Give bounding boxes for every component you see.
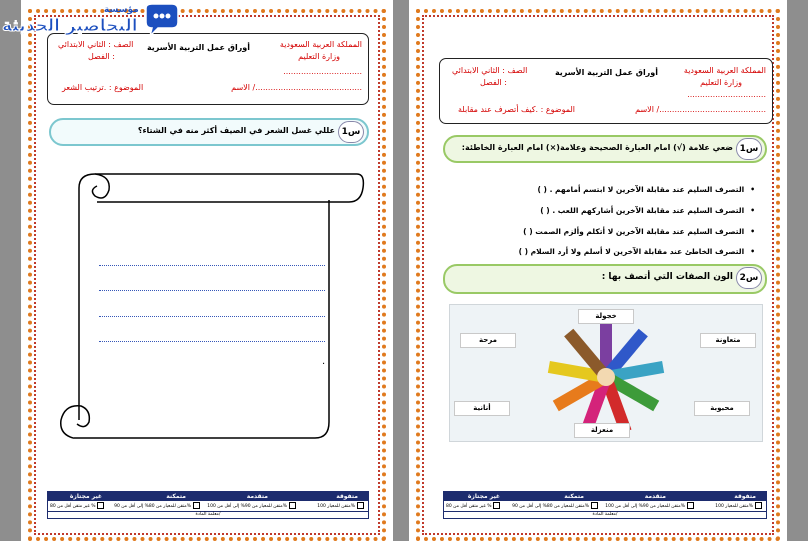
student-name-field[interactable]: الاسم /.......................................... <box>231 83 362 92</box>
question-text: الون الصفات التي أتصف بها : <box>601 272 733 282</box>
right-worksheet-page <box>409 0 787 541</box>
grading-footer <box>47 491 369 519</box>
criterion-not-passed <box>50 502 104 509</box>
answer-line-4[interactable] <box>99 341 325 342</box>
left-worksheet-page <box>21 0 393 541</box>
criterion-text: متقن للمعيار من 80% إلى أقل من 90% <box>512 504 589 509</box>
dot-mark: . <box>322 356 326 367</box>
traits-coloring-image <box>449 304 763 442</box>
trait-lovable[interactable]: محبوبة <box>694 401 750 416</box>
level-proficient: متمكنة <box>564 493 584 500</box>
checkbox[interactable] <box>289 502 296 509</box>
question-1-pill <box>443 135 767 163</box>
trait-cheerful[interactable]: مرحة <box>460 333 516 348</box>
level-proficient: متمكنة <box>166 493 186 500</box>
teacher-signature: معلمة المادة/ <box>444 511 766 518</box>
kingdom-label: المملكة العربية السعودية <box>683 66 766 75</box>
statement-item: • التصرف الخاطئ عند مقابلة الآخرين لا أسلم ولا أرد السلام ( ) <box>519 247 755 256</box>
criterion-text: متقن للمعيار من 90% إلى أقل من 100% <box>207 504 287 509</box>
question-number-badge: س1 <box>736 138 762 160</box>
checkbox[interactable] <box>97 502 104 509</box>
trait-isolated[interactable]: منعزلة <box>574 423 630 438</box>
level-advanced: متقدمة <box>246 493 268 500</box>
grade-label: الصف : الثاني الابتدائي <box>58 40 134 49</box>
answer-line-3[interactable] <box>99 316 325 317</box>
statement-item: • التصرف السليم عند مقابلة الآخرين لا أتكلم وألزم الصمت ( ) <box>523 227 755 236</box>
ministry-label: وزارة التعليم <box>298 52 340 61</box>
criterion-advanced <box>605 502 694 509</box>
levels-bar <box>444 492 766 501</box>
checkbox[interactable] <box>687 502 694 509</box>
level-not-passed: غير مجتازة <box>69 493 102 500</box>
trait-selfish[interactable]: أنانية <box>454 401 510 416</box>
dots-line: ............................... <box>687 90 766 99</box>
criterion-proficient <box>114 502 200 509</box>
pencil-wheel <box>450 305 762 441</box>
checkbox[interactable] <box>493 502 500 509</box>
answer-line-2[interactable] <box>99 290 325 291</box>
topic-label: الموضوع : .ترتيب الشعر <box>62 83 144 92</box>
level-excellent: متفوقة <box>336 493 358 500</box>
checkbox[interactable] <box>357 502 364 509</box>
grading-footer <box>443 491 767 519</box>
trait-cooperative[interactable]: متعاونة <box>700 333 756 348</box>
worksheet-header <box>47 33 369 105</box>
question-text: عللي غسل الشعر في الصيف أكثر منه في الشتاء؟ <box>137 126 335 135</box>
criterion-text: متقن للمعيار من 90% إلى أقل من 100% <box>605 504 685 509</box>
logo-subtitle: مؤسسة <box>104 5 139 15</box>
statement-item: • التصرف السليم عند مقابلة الآخرين لا ابتسم أمامهم . ( ) <box>538 185 756 194</box>
teacher-signature: معلمة المادة/ <box>48 511 368 518</box>
question-2-pill <box>443 264 767 294</box>
criterion-advanced <box>207 502 296 509</box>
question-number-badge: س2 <box>736 267 762 289</box>
checkbox[interactable] <box>591 502 598 509</box>
criterion-not-passed <box>446 502 500 509</box>
answer-line-1[interactable] <box>99 265 325 266</box>
checkbox[interactable] <box>755 502 762 509</box>
level-not-passed: غير مجتازة <box>467 493 500 500</box>
checkbox[interactable] <box>193 502 200 509</box>
criterion-text: غير متقن أقل من 80 % <box>446 504 492 509</box>
criterion-proficient <box>512 502 598 509</box>
criterion-text: غير متقن أقل من 80 % <box>50 504 96 509</box>
publisher-logo <box>0 0 185 40</box>
question-1-pill <box>49 118 369 146</box>
level-advanced: متقدمة <box>644 493 666 500</box>
question-text: ضعي علامة (√) امام العبارة الصحيحة وعلامة(×) امام العبارة الخاطئة: <box>461 143 733 152</box>
worksheet-header <box>439 58 773 124</box>
level-excellent: متفوقة <box>734 493 756 500</box>
topic-label: الموضوع : .كيف أتصرف عند مقابلة <box>458 105 575 114</box>
class-label: الفصل : <box>480 78 507 87</box>
sheets-title: أوراق عمل التربية الأسرية <box>146 43 250 52</box>
student-name-field[interactable]: الاسم /.......................................... <box>635 105 766 114</box>
statement-item: • التصرف السليم عند مقابلة الآخرين أشاركهم اللعب . ( ) <box>540 206 755 215</box>
statements-list <box>455 185 755 265</box>
trait-shy[interactable]: خجولة <box>578 309 634 324</box>
question-number-badge: س1 <box>338 121 364 143</box>
ministry-label: وزارة التعليم <box>700 78 742 87</box>
levels-bar <box>48 492 368 501</box>
dots-line: ............................... <box>283 67 362 76</box>
criterion-excellent <box>317 502 364 509</box>
criterion-text: متقن للمعيار 100% <box>715 504 753 509</box>
criterion-text: متقن للمعيار من 80% إلى أقل من 90% <box>114 504 191 509</box>
criterion-text: متقن للمعيار 100% <box>317 504 355 509</box>
class-label: الفصل : <box>88 52 115 61</box>
criterion-excellent <box>715 502 762 509</box>
logo-title: التحاضير الحديثة <box>2 16 138 36</box>
chat-bubble-icon <box>142 2 182 38</box>
grade-label: الصف : الثاني الابتدائي <box>452 66 528 75</box>
kingdom-label: المملكة العربية السعودية <box>279 40 362 49</box>
sheets-title: أوراق عمل التربية الأسرية <box>554 68 658 77</box>
answer-scroll <box>59 172 365 442</box>
